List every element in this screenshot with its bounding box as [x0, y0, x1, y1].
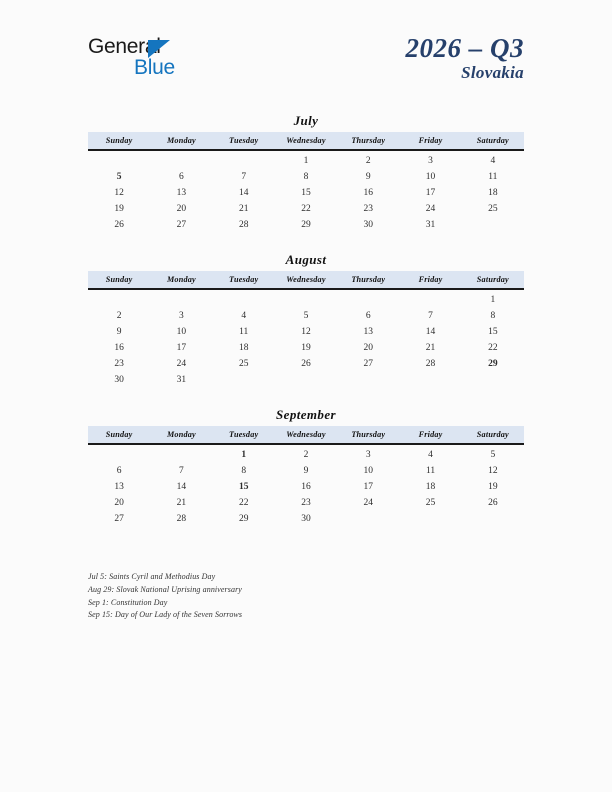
day-cell[interactable]: 22: [488, 343, 498, 353]
day-cell[interactable]: 19: [114, 204, 124, 214]
week-row: [88, 324, 524, 340]
day-cell[interactable]: 15: [301, 188, 311, 198]
weekday-header-saturday: Saturday: [462, 426, 524, 444]
legend-item: Aug 29: Slovak National Uprising anniversary: [88, 584, 242, 594]
day-cell[interactable]: 7: [241, 172, 247, 182]
weekday-header-tuesday: Tuesday: [213, 271, 275, 289]
day-cell[interactable]: 26: [488, 498, 498, 508]
day-cell[interactable]: 14: [176, 482, 187, 492]
day-cell-holiday[interactable]: 1: [241, 450, 247, 460]
day-cell[interactable]: 10: [425, 172, 436, 182]
day-cell[interactable]: 16: [114, 343, 124, 353]
weekday-header-sunday: Sunday: [88, 132, 150, 150]
holiday-legend: [88, 571, 508, 622]
weekday-header-friday: Friday: [399, 426, 461, 444]
day-cell-empty: [150, 444, 212, 463]
day-cell-holiday[interactable]: 15: [238, 482, 249, 492]
month-title: September: [276, 407, 336, 422]
day-cell[interactable]: 19: [301, 343, 311, 353]
day-cell[interactable]: 28: [238, 220, 249, 230]
day-cell[interactable]: 29: [238, 514, 249, 524]
day-cell[interactable]: 1: [490, 295, 496, 305]
day-cell[interactable]: 25: [488, 204, 498, 214]
weekday-header-wednesday: Wednesday: [275, 271, 337, 289]
day-cell[interactable]: 21: [238, 204, 249, 214]
day-cell-empty: [399, 289, 461, 308]
day-cell[interactable]: 24: [363, 498, 374, 508]
day-cell[interactable]: 30: [363, 220, 374, 230]
day-cell[interactable]: 10: [363, 466, 374, 476]
calendar-table: [88, 271, 524, 388]
day-cell[interactable]: 19: [488, 482, 498, 492]
day-cell-holiday[interactable]: 5: [116, 172, 122, 182]
day-cell[interactable]: 25: [425, 498, 436, 508]
day-cell[interactable]: 30: [114, 375, 124, 385]
week-row: [88, 495, 524, 511]
day-cell-empty: [150, 289, 212, 308]
day-cell[interactable]: 31: [176, 375, 187, 385]
week-row: [88, 308, 524, 324]
day-cell-empty: [462, 217, 524, 233]
week-row: [88, 150, 524, 169]
day-cell[interactable]: 31: [425, 220, 436, 230]
day-cell[interactable]: 17: [176, 343, 187, 353]
day-cell[interactable]: 23: [301, 498, 311, 508]
day-cell-empty: [275, 372, 337, 388]
weekday-header-monday: Monday: [150, 132, 212, 150]
day-cell-empty: [337, 372, 399, 388]
day-cell[interactable]: 3: [428, 156, 433, 166]
week-row: [88, 463, 524, 479]
week-row: [88, 511, 524, 527]
day-cell[interactable]: 21: [176, 498, 187, 508]
day-cell[interactable]: 16: [301, 482, 311, 492]
day-cell[interactable]: 5: [490, 450, 496, 460]
day-cell[interactable]: 22: [301, 204, 311, 214]
week-row: [88, 217, 524, 233]
day-cell[interactable]: 6: [179, 172, 184, 182]
day-cell[interactable]: 4: [490, 156, 496, 166]
page-title: [406, 33, 525, 83]
week-row: [88, 340, 524, 356]
calendar-table: [88, 132, 524, 233]
month-block-july: [88, 112, 524, 233]
quarter-title: 2026 – Q3: [405, 33, 524, 63]
day-cell[interactable]: 23: [363, 204, 374, 214]
day-cell-empty: [399, 511, 461, 527]
day-cell[interactable]: 24: [425, 204, 436, 214]
day-cell-empty: [462, 511, 524, 527]
calendar-table: [88, 426, 524, 527]
day-cell[interactable]: 21: [425, 343, 436, 353]
day-cell-empty: [275, 289, 337, 308]
brand-name-general: General: [88, 35, 161, 58]
day-cell[interactable]: 1: [303, 156, 309, 166]
weekday-header-sunday: Sunday: [88, 426, 150, 444]
week-row: [88, 201, 524, 217]
day-cell[interactable]: 11: [488, 172, 498, 182]
day-cell-empty: [88, 150, 150, 169]
brand-name-blue: Blue: [134, 56, 175, 79]
legend-item: Sep 1: Constitution Day: [88, 597, 168, 607]
day-cell-empty: [213, 150, 275, 169]
day-cell[interactable]: 20: [176, 204, 187, 214]
months-container: [88, 112, 524, 545]
day-cell[interactable]: 8: [303, 172, 309, 182]
day-cell[interactable]: 6: [116, 466, 122, 476]
week-row: [88, 372, 524, 388]
day-cell[interactable]: 8: [241, 466, 247, 476]
day-cell[interactable]: 12: [301, 327, 311, 337]
week-row: [88, 185, 524, 201]
week-row: [88, 169, 524, 185]
day-cell[interactable]: 17: [425, 188, 436, 198]
day-cell[interactable]: 26: [114, 220, 124, 230]
day-cell[interactable]: 15: [488, 327, 498, 337]
weekday-header-friday: Friday: [399, 132, 461, 150]
day-cell[interactable]: 28: [425, 359, 436, 369]
day-cell[interactable]: 13: [363, 327, 374, 337]
day-cell[interactable]: 6: [365, 311, 371, 321]
day-cell[interactable]: 16: [363, 188, 374, 198]
day-cell[interactable]: 18: [488, 188, 498, 198]
weekday-header-wednesday: Wednesday: [275, 426, 337, 444]
day-cell[interactable]: 18: [238, 343, 249, 353]
day-cell-empty: [399, 372, 461, 388]
month-block-august: [88, 251, 524, 388]
month-title: August: [285, 252, 327, 267]
day-cell-empty: [337, 289, 399, 308]
day-cell-empty: [88, 444, 150, 463]
weekday-header-tuesday: Tuesday: [213, 426, 275, 444]
day-cell[interactable]: 20: [363, 343, 374, 353]
day-cell[interactable]: 24: [176, 359, 187, 369]
weekday-header-wednesday: Wednesday: [275, 132, 337, 150]
day-cell[interactable]: 8: [490, 311, 496, 321]
weekday-header-saturday: Saturday: [462, 132, 524, 150]
week-row: [88, 479, 524, 495]
day-cell[interactable]: 23: [114, 359, 124, 369]
day-cell[interactable]: 26: [301, 359, 311, 369]
weekday-header-thursday: Thursday: [337, 271, 399, 289]
day-cell[interactable]: 28: [176, 514, 187, 524]
weekday-header-friday: Friday: [399, 271, 461, 289]
day-cell[interactable]: 17: [363, 482, 374, 492]
day-cell[interactable]: 7: [179, 466, 184, 476]
day-cell[interactable]: 14: [425, 327, 436, 337]
day-cell[interactable]: 9: [303, 466, 309, 476]
weekday-header-thursday: Thursday: [337, 132, 399, 150]
weekday-header-row: [88, 426, 524, 444]
day-cell-empty: [213, 372, 275, 388]
day-cell[interactable]: 12: [488, 466, 498, 476]
weekday-header-tuesday: Tuesday: [213, 132, 275, 150]
month-block-september: [88, 406, 524, 527]
legend-item: Jul 5: Saints Cyril and Methodius Day: [88, 572, 216, 581]
day-cell[interactable]: 10: [176, 327, 187, 337]
weekday-header-row: [88, 132, 524, 150]
day-cell[interactable]: 9: [116, 327, 122, 337]
weekday-header-monday: Monday: [150, 426, 212, 444]
country-title: Slovakia: [461, 63, 524, 82]
brand-logo: [88, 36, 278, 82]
weekday-header-thursday: Thursday: [337, 426, 399, 444]
day-cell[interactable]: 30: [301, 514, 311, 524]
week-row: [88, 289, 524, 308]
day-cell-empty: [462, 372, 524, 388]
day-cell[interactable]: 13: [114, 482, 124, 492]
weekday-header-sunday: Sunday: [88, 271, 150, 289]
day-cell[interactable]: 2: [116, 311, 122, 321]
day-cell-empty: [150, 150, 212, 169]
day-cell[interactable]: 27: [176, 220, 187, 230]
day-cell[interactable]: 27: [114, 514, 124, 524]
day-cell[interactable]: 11: [239, 327, 249, 337]
day-cell[interactable]: 3: [365, 450, 371, 460]
day-cell-empty: [213, 289, 275, 308]
day-cell-empty: [337, 511, 399, 527]
weekday-header-monday: Monday: [150, 271, 212, 289]
day-cell-holiday[interactable]: 29: [488, 359, 498, 369]
page-header: [0, 0, 612, 105]
day-cell[interactable]: 13: [176, 188, 187, 198]
month-title: July: [293, 113, 319, 128]
week-row: [88, 444, 524, 463]
day-cell[interactable]: 9: [365, 172, 371, 182]
weekday-header-saturday: Saturday: [462, 271, 524, 289]
day-cell[interactable]: 22: [238, 498, 249, 508]
day-cell[interactable]: 18: [425, 482, 436, 492]
day-cell[interactable]: 4: [428, 450, 433, 460]
day-cell[interactable]: 12: [114, 188, 124, 198]
weekday-header-row: [88, 271, 524, 289]
week-row: [88, 356, 524, 372]
day-cell[interactable]: 11: [425, 466, 436, 476]
day-cell-empty: [88, 289, 150, 308]
legend-item: Sep 15: Day of Our Lady of the Seven Sorrows: [88, 610, 243, 620]
day-cell[interactable]: 4: [241, 311, 247, 321]
day-cell[interactable]: 2: [365, 156, 371, 166]
day-cell[interactable]: 5: [303, 311, 309, 321]
day-cell[interactable]: 14: [238, 188, 249, 198]
day-cell[interactable]: 25: [238, 359, 249, 369]
day-cell[interactable]: 27: [363, 359, 374, 369]
day-cell[interactable]: 2: [303, 450, 309, 460]
day-cell[interactable]: 7: [428, 311, 433, 321]
day-cell[interactable]: 3: [179, 311, 184, 321]
day-cell[interactable]: 29: [301, 220, 311, 230]
day-cell[interactable]: 20: [114, 498, 124, 508]
